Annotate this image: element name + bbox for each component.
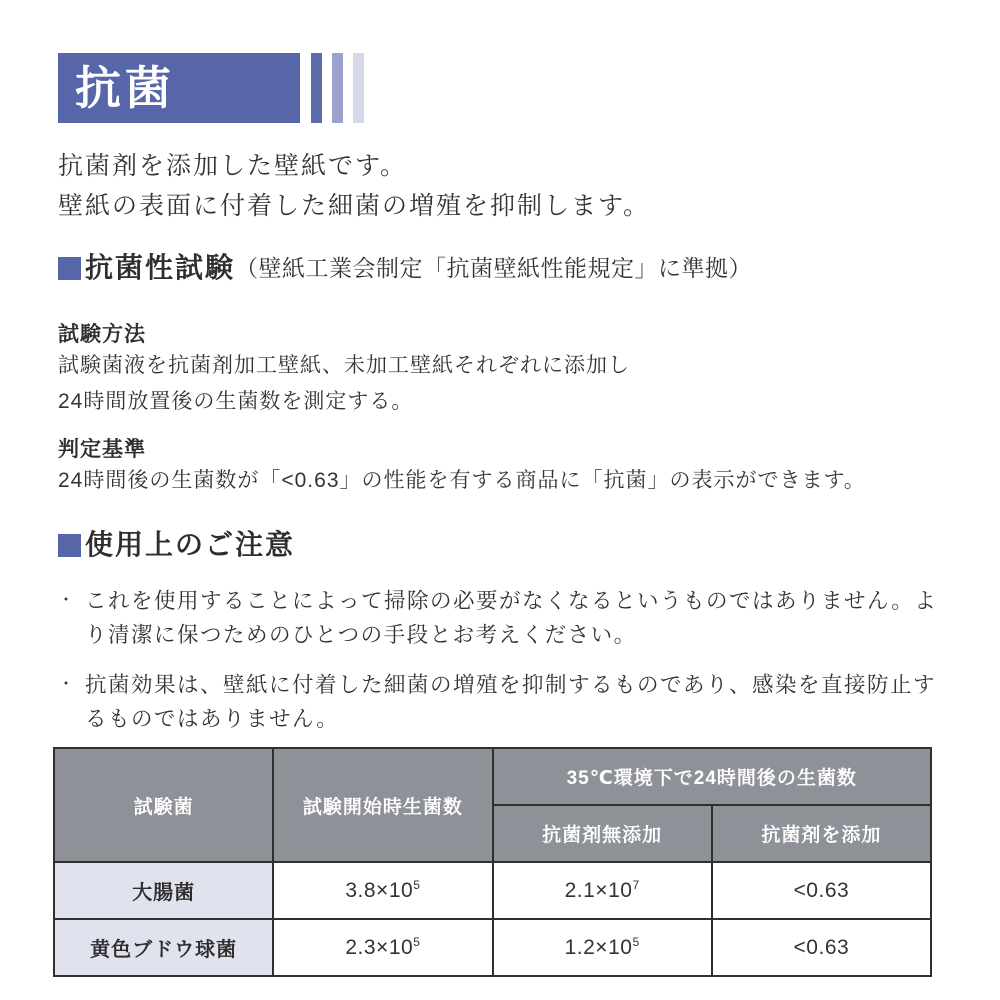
section-heading-test-label: 抗菌性試験 — [85, 252, 236, 283]
cell-start-count — [273, 862, 492, 919]
table-header-row-group — [54, 748, 931, 805]
note-text-2: 抗菌効果は、壁紙に付着した細菌の増殖を抑制するものであり、感染を直接防止するものではありません。 — [85, 673, 937, 731]
blue-square-icon — [58, 534, 81, 557]
cell-value: 3.8×10 — [345, 878, 414, 902]
cell-exponent: 5 — [632, 934, 640, 949]
row-label-ecoli: 大腸菌 — [54, 862, 273, 919]
column-header-bacteria: 試験菌 — [54, 748, 273, 862]
cell-with-agent — [712, 919, 931, 976]
cell-value: <0.63 — [793, 878, 850, 902]
cell-no-agent — [493, 919, 712, 976]
section-heading-test — [58, 254, 752, 282]
cell-exponent: 5 — [413, 877, 421, 892]
intro-paragraph — [58, 146, 650, 226]
list-item — [58, 584, 944, 652]
cell-value: 2.3×10 — [345, 935, 414, 959]
section-heading-notes-label: 使用上のご注意 — [85, 529, 296, 560]
column-header-after24h-group: 35℃環境下で24時間後の生菌数 — [493, 748, 932, 805]
note-text-1: これを使用することによって掃除の必要がなくなるというものではありません。より清潔に保つためのひとつの手段とお考えください。 — [85, 589, 938, 647]
cell-no-agent — [493, 862, 712, 919]
page-title: 抗菌 — [58, 53, 300, 123]
table-row — [54, 862, 931, 919]
section-heading-notes — [58, 531, 295, 559]
column-header-no-agent: 抗菌剤無添加 — [493, 805, 712, 862]
test-results-table — [53, 747, 932, 977]
banner-stripe-dark — [311, 53, 322, 123]
method-line-2: 24時間放置後の生菌数を測定する。 — [58, 390, 414, 413]
row-label-staph: 黄色ブドウ球菌 — [54, 919, 273, 976]
blue-square-icon — [58, 257, 81, 280]
intro-line-1: 抗菌剤を添加した壁紙です。 — [58, 152, 408, 180]
cell-value: 1.2×10 — [564, 935, 633, 959]
banner-stripe-light — [353, 53, 364, 123]
bullet-icon: ・ — [58, 676, 76, 693]
column-header-start-count: 試験開始時生菌数 — [273, 748, 492, 862]
bullet-icon: ・ — [58, 592, 76, 609]
column-header-with-agent: 抗菌剤を添加 — [712, 805, 931, 862]
criteria-description: 24時間後の生菌数が「<0.63」の性能を有する商品に「抗菌」の表示ができます。 — [58, 469, 866, 492]
banner-stripe-medium — [332, 53, 343, 123]
section-heading-test-note: （壁紙工業会制定「抗菌壁紙性能規定」に準拠） — [235, 254, 753, 281]
intro-line-2: 壁紙の表面に付着した細菌の増殖を抑制します。 — [58, 192, 651, 220]
cell-with-agent — [712, 862, 931, 919]
method-line-1: 試験菌液を抗菌剤加工壁紙、未加工壁紙それぞれに添加し — [58, 354, 630, 377]
table-row — [54, 919, 931, 976]
title-banner — [58, 53, 364, 123]
method-title: 試験方法 — [58, 323, 146, 346]
cell-value: 2.1×10 — [564, 878, 633, 902]
criteria-title: 判定基準 — [58, 438, 146, 461]
cell-value: <0.63 — [793, 935, 850, 959]
cell-exponent: 7 — [632, 877, 640, 892]
method-description — [58, 348, 630, 420]
list-item — [58, 668, 944, 736]
cell-exponent: 5 — [413, 934, 421, 949]
notes-list — [58, 584, 944, 752]
cell-start-count — [273, 919, 492, 976]
